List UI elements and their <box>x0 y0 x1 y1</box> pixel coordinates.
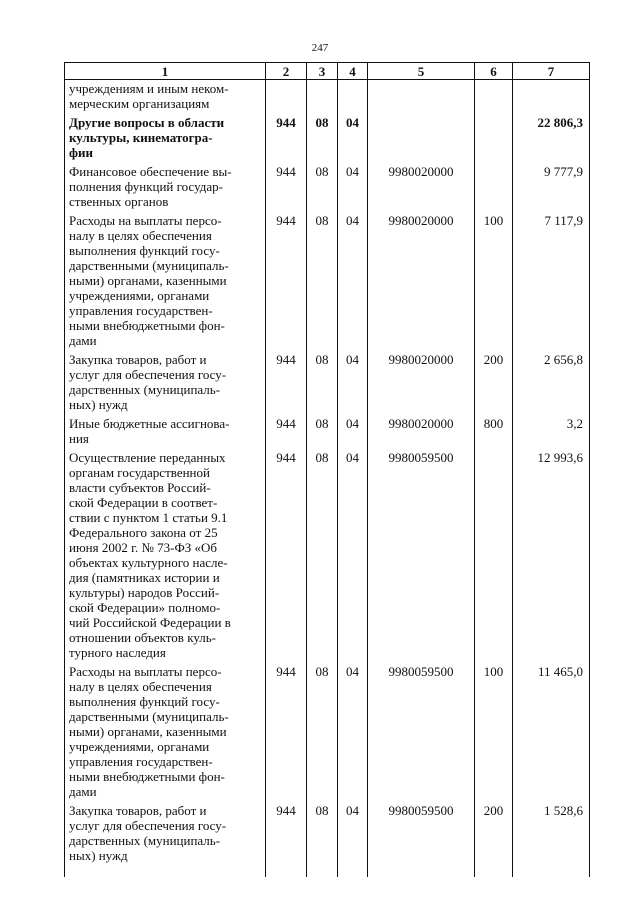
section-code-cell: 08 <box>307 351 338 415</box>
section-code-cell: 08 <box>307 415 338 449</box>
amount-cell: 2 656,8 <box>513 351 590 415</box>
amount-cell: 11 465,0 <box>513 663 590 802</box>
amount-cell: 22 806,3 <box>513 114 590 163</box>
table-row <box>65 802 590 877</box>
column-header-5: 5 <box>368 63 475 80</box>
admin-code-cell: 944 <box>266 212 307 351</box>
table-row <box>65 415 590 449</box>
admin-code-cell <box>266 80 307 115</box>
admin-code-cell: 944 <box>266 415 307 449</box>
column-header-2: 2 <box>266 63 307 80</box>
subsection-code-cell <box>338 80 368 115</box>
target-article-cell: 9980059500 <box>368 663 475 802</box>
table-row <box>65 351 590 415</box>
row-name-cell: Финансовое обеспечение вы- полнения функций государ- ственных органов <box>65 163 266 212</box>
row-name-cell: Расходы на выплаты персо- налу в целях обеспечения выполнения функций госу- дарственными (муниципаль- ными) органами, казенными учреждениями, органами управления государствен- ными внебюджетными фон- дами <box>65 663 266 802</box>
section-code-cell: 08 <box>307 802 338 877</box>
row-name-cell: учреждениям и иным неком- мерческим организациям <box>65 80 266 115</box>
subsection-code-cell: 04 <box>338 802 368 877</box>
target-article-cell: 9980059500 <box>368 449 475 663</box>
admin-code-cell: 944 <box>266 802 307 877</box>
subsection-code-cell: 04 <box>338 415 368 449</box>
admin-code-cell: 944 <box>266 449 307 663</box>
table-header-row <box>65 63 590 80</box>
expense-type-cell: 800 <box>475 415 513 449</box>
column-header-6: 6 <box>475 63 513 80</box>
row-name-cell: Иные бюджетные ассигнова- ния <box>65 415 266 449</box>
row-name-cell: Закупка товаров, работ и услуг для обеспечения госу- дарственных (муниципаль- ных) нужд <box>65 802 266 877</box>
subsection-code-cell: 04 <box>338 663 368 802</box>
target-article-cell: 9980020000 <box>368 415 475 449</box>
column-header-7: 7 <box>513 63 590 80</box>
target-article-cell <box>368 80 475 115</box>
table-row <box>65 114 590 163</box>
table-row <box>65 663 590 802</box>
expense-type-cell <box>475 80 513 115</box>
table-row <box>65 80 590 115</box>
subsection-code-cell: 04 <box>338 163 368 212</box>
page-number: 247 <box>311 42 329 54</box>
table-row <box>65 163 590 212</box>
target-article-cell: 9980020000 <box>368 212 475 351</box>
subsection-code-cell: 04 <box>338 212 368 351</box>
admin-code-cell: 944 <box>266 663 307 802</box>
section-code-cell <box>307 80 338 115</box>
subsection-code-cell: 04 <box>338 449 368 663</box>
amount-cell: 7 117,9 <box>513 212 590 351</box>
amount-cell: 9 777,9 <box>513 163 590 212</box>
row-name-cell: Закупка товаров, работ и услуг для обеспечения госу- дарственных (муниципаль- ных) нужд <box>65 351 266 415</box>
target-article-cell: 9980020000 <box>368 163 475 212</box>
table-row <box>65 449 590 663</box>
expense-type-cell <box>475 163 513 212</box>
section-code-cell: 08 <box>307 163 338 212</box>
expense-type-cell <box>475 449 513 663</box>
amount-cell <box>513 80 590 115</box>
expense-type-cell <box>475 114 513 163</box>
expense-type-cell: 100 <box>475 663 513 802</box>
subsection-code-cell: 04 <box>338 351 368 415</box>
admin-code-cell: 944 <box>266 114 307 163</box>
budget-table <box>64 62 590 877</box>
row-name-cell: Осуществление переданных органам государственной власти субъектов Россий- ской Федерации в соответ- ствии с пунктом 1 статьи 9.1 Федерального закона от 25 июня 2002 г. № 73-ФЗ «Об объектах культурного насле- дия (памятниках истории и культуры) народов Россий- ской Федерации» полномо- чий Российской Федерации в отношении объектов куль- турного наследия <box>65 449 266 663</box>
expense-type-cell: 100 <box>475 212 513 351</box>
expense-type-cell: 200 <box>475 351 513 415</box>
expense-type-cell: 200 <box>475 802 513 877</box>
admin-code-cell: 944 <box>266 163 307 212</box>
table-row <box>65 212 590 351</box>
target-article-cell: 9980059500 <box>368 802 475 877</box>
column-header-1: 1 <box>65 63 266 80</box>
row-name-cell: Расходы на выплаты персо- налу в целях обеспечения выполнения функций госу- дарственными (муниципаль- ными) органами, казенными учреждениями, органами управления государствен- ными внебюджетными фон- дами <box>65 212 266 351</box>
amount-cell: 12 993,6 <box>513 449 590 663</box>
amount-cell: 3,2 <box>513 415 590 449</box>
target-article-cell <box>368 114 475 163</box>
section-code-cell: 08 <box>307 663 338 802</box>
section-code-cell: 08 <box>307 114 338 163</box>
column-header-4: 4 <box>338 63 368 80</box>
target-article-cell: 9980020000 <box>368 351 475 415</box>
subsection-code-cell: 04 <box>338 114 368 163</box>
admin-code-cell: 944 <box>266 351 307 415</box>
amount-cell: 1 528,6 <box>513 802 590 877</box>
section-code-cell: 08 <box>307 212 338 351</box>
section-code-cell: 08 <box>307 449 338 663</box>
column-header-3: 3 <box>307 63 338 80</box>
row-name-cell: Другие вопросы в области культуры, кинематогра- фии <box>65 114 266 163</box>
